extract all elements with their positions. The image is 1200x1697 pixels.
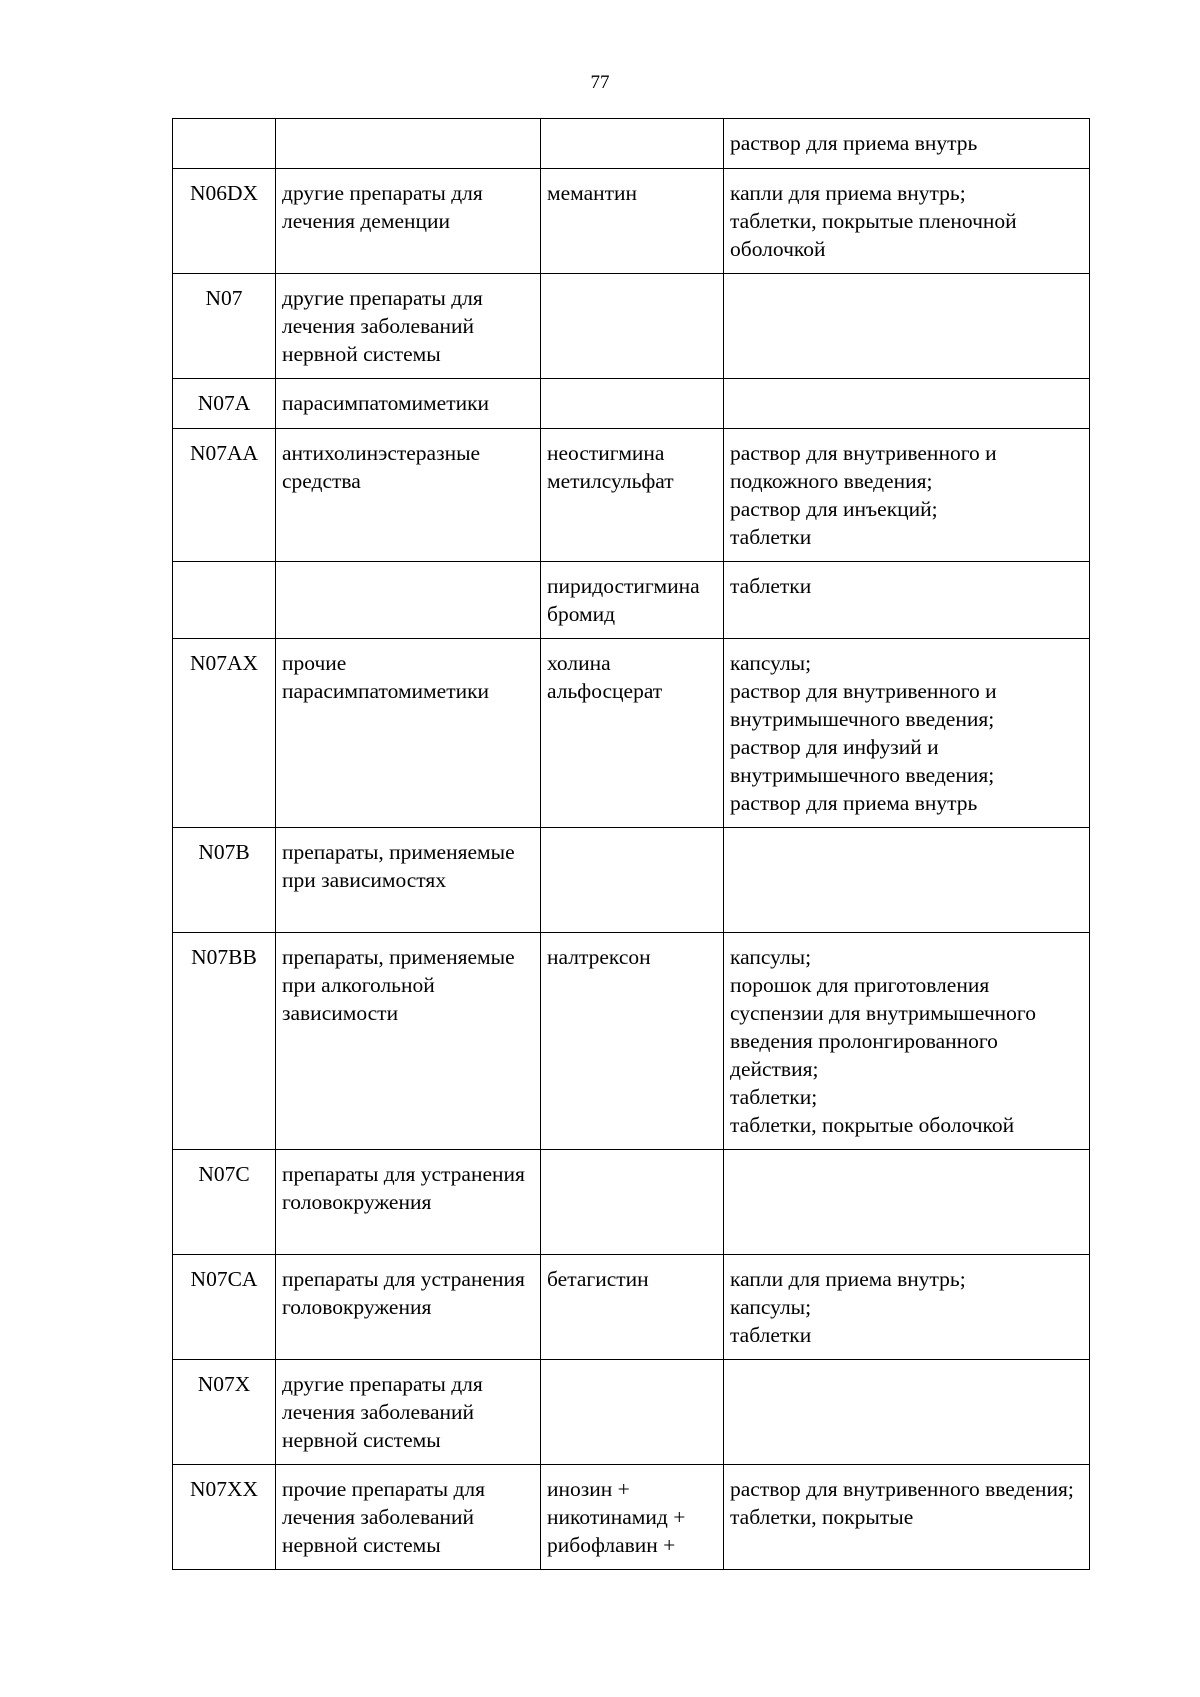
group-name-cell: другие препараты для лечения заболеваний нервной системы xyxy=(276,274,541,379)
table-row xyxy=(173,639,1090,828)
drug-name-cell xyxy=(541,1150,724,1255)
dosage-form-item: таблетки xyxy=(730,525,812,549)
dosage-form-item: раствор для внутривенного и подкожного введения; xyxy=(730,441,997,493)
atc-code-cell: N07 xyxy=(173,274,276,379)
drug-name-cell: бетагистин xyxy=(541,1255,724,1360)
drug-name-cell xyxy=(541,119,724,169)
dosage-form-item: раствор для внутривенного и внутримышечного введения; xyxy=(730,679,997,731)
table-row xyxy=(173,119,1090,169)
dosage-form-item: таблетки, покрытые оболочкой xyxy=(730,1113,1015,1137)
drug-name-cell: пиридостигмина бромид xyxy=(541,562,724,639)
dosage-forms-cell xyxy=(724,933,1090,1150)
atc-code-cell: N07X xyxy=(173,1360,276,1465)
dosage-forms-cell xyxy=(724,429,1090,562)
atc-code-cell: N06DX xyxy=(173,169,276,274)
dosage-form-item: капли для приема внутрь; xyxy=(730,1267,966,1291)
group-name-cell xyxy=(276,119,541,169)
table-row xyxy=(173,379,1090,429)
group-name-cell: препараты для устранения головокружения xyxy=(276,1255,541,1360)
dosage-form-item: капли для приема внутрь; xyxy=(730,181,966,205)
group-name-cell: препараты, применяемые при зависимостях xyxy=(276,828,541,933)
dosage-forms-cell xyxy=(724,639,1090,828)
dosage-forms-cell xyxy=(724,1150,1090,1255)
dosage-form-item: раствор для внутривенного введения; xyxy=(730,1477,1074,1501)
drug-name-cell: неостигмина метилсульфат xyxy=(541,429,724,562)
atc-code-cell: N07AA xyxy=(173,429,276,562)
dosage-form-item: таблетки xyxy=(730,574,812,598)
atc-code-cell: N07B xyxy=(173,828,276,933)
dosage-forms-cell xyxy=(724,828,1090,933)
drug-classification-table xyxy=(172,118,1090,1570)
drug-name-cell xyxy=(541,828,724,933)
dosage-forms-cell xyxy=(724,169,1090,274)
atc-code-cell xyxy=(173,119,276,169)
group-name-cell: прочие парасимпатомиметики xyxy=(276,639,541,828)
table-row xyxy=(173,274,1090,379)
table-row xyxy=(173,1360,1090,1465)
dosage-form-item: капсулы; xyxy=(730,1295,812,1319)
dosage-form-item: таблетки, покрытые пленочной оболочкой xyxy=(730,209,1017,261)
table-row xyxy=(173,933,1090,1150)
group-name-cell: другие препараты для лечения деменции xyxy=(276,169,541,274)
table-row xyxy=(173,562,1090,639)
atc-code-cell: N07C xyxy=(173,1150,276,1255)
group-name-cell: препараты для устранения головокружения xyxy=(276,1150,541,1255)
table-row xyxy=(173,1465,1090,1570)
table-row xyxy=(173,429,1090,562)
atc-code-cell: N07CA xyxy=(173,1255,276,1360)
group-name-cell: другие препараты для лечения заболеваний нервной системы xyxy=(276,1360,541,1465)
dosage-form-item: раствор для приема внутрь xyxy=(730,131,978,155)
drug-name-cell xyxy=(541,379,724,429)
dosage-forms-cell xyxy=(724,379,1090,429)
table-row xyxy=(173,169,1090,274)
dosage-form-item: раствор для приема внутрь xyxy=(730,791,978,815)
dosage-form-item: раствор для инъекций; xyxy=(730,497,938,521)
dosage-forms-cell xyxy=(724,119,1090,169)
dosage-form-item: раствор для инфузий и внутримышечного введения; xyxy=(730,735,995,787)
table-row xyxy=(173,828,1090,933)
dosage-form-item: капсулы; xyxy=(730,651,812,675)
group-name-cell: препараты, применяемые при алкогольной зависимости xyxy=(276,933,541,1150)
drug-name-cell: налтрексон xyxy=(541,933,724,1150)
table-row xyxy=(173,1150,1090,1255)
dosage-forms-cell xyxy=(724,1255,1090,1360)
atc-code-cell: N07XX xyxy=(173,1465,276,1570)
atc-code-cell xyxy=(173,562,276,639)
dosage-forms-cell xyxy=(724,1360,1090,1465)
dosage-forms-cell xyxy=(724,274,1090,379)
dosage-form-item: порошок для приготовления суспензии для внутримышечного введения пролонгированного действия; xyxy=(730,973,1036,1081)
page-number: 77 xyxy=(590,72,610,93)
table-row xyxy=(173,1255,1090,1360)
drug-name-cell xyxy=(541,274,724,379)
group-name-cell xyxy=(276,562,541,639)
drug-name-cell: инозин + никотинамид + рибофлавин + xyxy=(541,1465,724,1570)
atc-code-cell: N07A xyxy=(173,379,276,429)
dosage-forms-cell xyxy=(724,1465,1090,1570)
group-name-cell: антихолинэстеразные средства xyxy=(276,429,541,562)
dosage-form-item: таблетки, покрытые xyxy=(730,1505,914,1529)
atc-code-cell: N07AX xyxy=(173,639,276,828)
group-name-cell: парасимпатомиметики xyxy=(276,379,541,429)
dosage-forms-cell xyxy=(724,562,1090,639)
dosage-form-item: таблетки xyxy=(730,1323,812,1347)
dosage-form-item: таблетки; xyxy=(730,1085,818,1109)
drug-name-cell: холина альфосцерат xyxy=(541,639,724,828)
group-name-cell: прочие препараты для лечения заболеваний нервной системы xyxy=(276,1465,541,1570)
drug-name-cell xyxy=(541,1360,724,1465)
atc-code-cell: N07BB xyxy=(173,933,276,1150)
drug-name-cell: мемантин xyxy=(541,169,724,274)
dosage-form-item: капсулы; xyxy=(730,945,812,969)
